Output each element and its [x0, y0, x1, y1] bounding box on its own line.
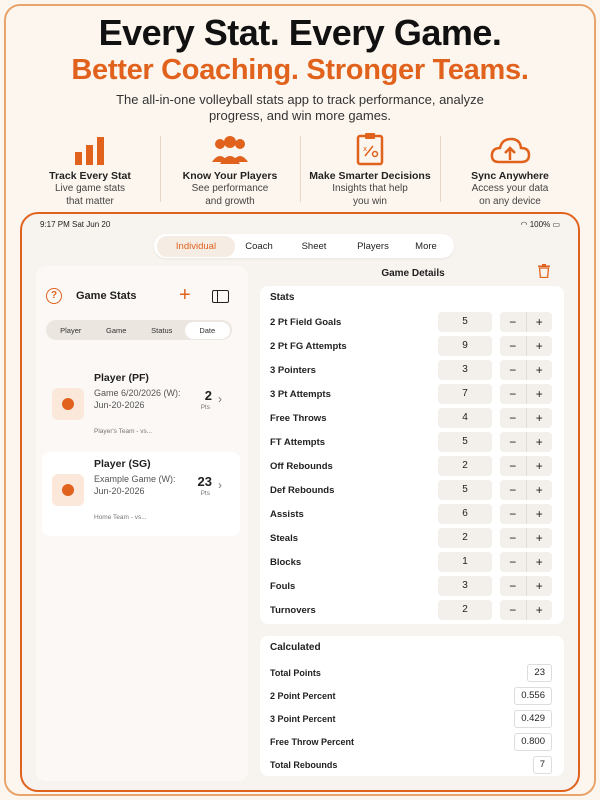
- stat-value-field[interactable]: 5: [438, 480, 492, 500]
- calculated-value: 0.429: [514, 710, 552, 728]
- tab-sheet[interactable]: Sheet: [301, 240, 327, 252]
- decrement-button[interactable]: −: [509, 387, 517, 401]
- tab-bar: [154, 234, 454, 258]
- tab-more[interactable]: More: [415, 240, 437, 252]
- decrement-button[interactable]: −: [509, 483, 517, 497]
- chevron-right-icon: ›: [218, 478, 222, 492]
- segment-status[interactable]: Status: [151, 325, 173, 335]
- calculated-label: 3 Point Percent: [270, 714, 336, 724]
- stat-stepper: [500, 504, 552, 524]
- volleyball-icon: [52, 388, 84, 420]
- cloud-sync-icon: [489, 136, 531, 166]
- increment-button[interactable]: +: [526, 552, 553, 572]
- stat-stepper: [500, 336, 552, 356]
- status-right: [521, 220, 560, 229]
- stat-value-field[interactable]: 2: [438, 600, 492, 620]
- stat-value-field[interactable]: 5: [438, 432, 492, 452]
- stat-stepper: [500, 600, 552, 620]
- calculated-row: [260, 733, 564, 755]
- increment-button[interactable]: +: [526, 600, 553, 620]
- stat-value-field[interactable]: 6: [438, 504, 492, 524]
- stat-row: [260, 552, 564, 576]
- decrement-button[interactable]: −: [509, 555, 517, 569]
- stat-row: [260, 360, 564, 384]
- calculated-panel: [260, 636, 564, 776]
- tagline: The all-in-one volleyball stats app to track performance, analyze progress, and win more games.: [116, 92, 484, 123]
- stat-label: 2 Pt Field Goals: [270, 317, 342, 328]
- stat-label: Free Throws: [270, 413, 327, 424]
- stat-row: [260, 576, 564, 600]
- game-player-name: Player (SG): [94, 458, 151, 470]
- stat-label: FT Attempts: [270, 437, 326, 448]
- stat-row: [260, 504, 564, 528]
- feature-desc: that matter: [66, 196, 114, 207]
- segment-game[interactable]: Game: [106, 325, 127, 335]
- increment-button[interactable]: +: [526, 504, 553, 524]
- feature-desc: you win: [353, 196, 387, 207]
- calculated-row: [260, 756, 564, 778]
- game-points-label: Pts: [200, 404, 210, 411]
- stat-stepper: [500, 528, 552, 548]
- game-points: 23: [197, 474, 212, 489]
- game-points: 2: [204, 388, 212, 403]
- stat-value-field[interactable]: 5: [438, 312, 492, 332]
- game-list-header: [46, 284, 236, 308]
- decrement-button[interactable]: −: [509, 603, 517, 617]
- stat-label: 3 Pointers: [270, 365, 316, 376]
- stat-value-field[interactable]: 3: [438, 360, 492, 380]
- decrement-button[interactable]: −: [509, 579, 517, 593]
- stat-label: Off Rebounds: [270, 461, 333, 472]
- game-team: Home Team - vs...: [94, 514, 147, 521]
- feature-track: [20, 130, 160, 208]
- feature-title: Know Your Players: [182, 170, 278, 182]
- stat-label: 3 Pt Attempts: [270, 389, 331, 400]
- decrement-button[interactable]: −: [509, 531, 517, 545]
- game-description: Game 6/20/2026 (W): Jun-20-2026: [94, 388, 181, 410]
- stat-value-field[interactable]: 1: [438, 552, 492, 572]
- calculated-value: 0.556: [514, 687, 552, 705]
- increment-button[interactable]: +: [526, 312, 553, 332]
- stat-stepper: [500, 312, 552, 332]
- stat-stepper: [500, 408, 552, 428]
- stat-label: Fouls: [270, 581, 296, 592]
- tablet-screen: [20, 212, 580, 792]
- help-icon[interactable]: ?: [46, 288, 62, 304]
- sidebar-toggle-icon[interactable]: [212, 290, 229, 303]
- increment-button[interactable]: +: [526, 576, 553, 596]
- headline: Every Stat. Every Game.: [98, 12, 502, 53]
- stats-section-title: Stats: [270, 292, 295, 303]
- feature-desc: Insights that help: [332, 183, 408, 194]
- game-list-item[interactable]: [42, 452, 240, 536]
- battery-icon: ▭: [552, 220, 560, 229]
- decrement-button[interactable]: −: [509, 363, 517, 377]
- increment-button[interactable]: +: [526, 480, 553, 500]
- stat-row: [260, 600, 564, 624]
- game-list-panel: [36, 266, 248, 781]
- game-list-title: Game Stats: [76, 290, 137, 302]
- feature-desc: on any device: [479, 196, 541, 207]
- stat-stepper: [500, 480, 552, 500]
- increment-button[interactable]: +: [526, 384, 553, 404]
- stat-stepper: [500, 576, 552, 596]
- calculated-value: 7: [533, 756, 552, 774]
- stat-stepper: [500, 432, 552, 452]
- stat-value-field[interactable]: 9: [438, 336, 492, 356]
- game-points-label: Pts: [200, 490, 210, 497]
- decrement-button[interactable]: −: [509, 339, 517, 353]
- svg-text:x: x: [363, 145, 368, 153]
- increment-button[interactable]: +: [526, 336, 553, 356]
- clipboard-play-icon: [354, 132, 386, 166]
- stat-row: [260, 528, 564, 552]
- calculated-row: [260, 687, 564, 709]
- volleyball-icon: [52, 474, 84, 506]
- game-description: Example Game (W): Jun-20-2026: [94, 474, 176, 496]
- increment-button[interactable]: +: [526, 408, 553, 428]
- calculated-section-title: Calculated: [270, 642, 321, 653]
- trash-icon[interactable]: [538, 264, 550, 278]
- feature-row: [20, 130, 580, 208]
- stat-label: 2 Pt FG Attempts: [270, 341, 347, 352]
- feature-title: Sync Anywhere: [471, 170, 549, 182]
- add-game-icon[interactable]: +: [179, 284, 191, 306]
- increment-button[interactable]: +: [526, 528, 553, 548]
- stat-value-field[interactable]: 2: [438, 456, 492, 476]
- stat-value-field[interactable]: 4: [438, 408, 492, 428]
- stat-value-field[interactable]: 7: [438, 384, 492, 404]
- calculated-row: [260, 664, 564, 686]
- stat-stepper: [500, 456, 552, 476]
- stat-row: [260, 384, 564, 408]
- status-time: 9:17 PM Sat Jun 20: [40, 220, 111, 229]
- feature-decisions: [300, 130, 440, 208]
- segment-date[interactable]: Date: [185, 322, 231, 339]
- increment-button[interactable]: +: [526, 432, 553, 452]
- calculated-label: Free Throw Percent: [270, 737, 355, 747]
- tab-individual[interactable]: Individual: [157, 236, 235, 257]
- game-player-name: Player (PF): [94, 372, 149, 384]
- subhead: Better Coaching. Stronger Teams.: [71, 54, 529, 86]
- decrement-button[interactable]: −: [509, 507, 517, 521]
- feature-desc: and growth: [205, 196, 255, 207]
- feature-title: Make Smarter Decisions: [309, 170, 431, 182]
- stat-row: [260, 336, 564, 360]
- stat-stepper: [500, 360, 552, 380]
- stat-row: [260, 456, 564, 480]
- game-details-title: Game Details: [381, 268, 445, 279]
- players-icon: [210, 134, 250, 166]
- chevron-right-icon: ›: [218, 392, 222, 406]
- stat-stepper: [500, 384, 552, 404]
- bar-chart-icon: [72, 134, 108, 166]
- stat-label: Steals: [270, 533, 298, 544]
- increment-button[interactable]: +: [526, 456, 553, 476]
- stat-label: Blocks: [270, 557, 302, 568]
- stat-row: [260, 312, 564, 336]
- stat-value-field[interactable]: 2: [438, 528, 492, 548]
- feature-players: [160, 130, 300, 208]
- segment-player[interactable]: Player: [60, 325, 82, 335]
- wifi-icon: ◠: [520, 220, 530, 229]
- feature-desc: Live game stats: [54, 183, 126, 194]
- feature-title: Track Every Stat: [49, 170, 131, 182]
- stat-label: Turnovers: [270, 605, 316, 616]
- stat-row: [260, 432, 564, 456]
- decrement-button[interactable]: −: [509, 459, 517, 473]
- stat-stepper: [500, 552, 552, 572]
- status-bar: [22, 214, 578, 234]
- calculated-value: 23: [527, 664, 552, 682]
- stat-value-field[interactable]: 3: [438, 576, 492, 596]
- calculated-label: Total Points: [270, 668, 321, 678]
- feature-desc: Access your data: [471, 183, 549, 194]
- tab-players[interactable]: Players: [357, 240, 389, 252]
- decrement-button[interactable]: −: [509, 435, 517, 449]
- feature-desc: See performance: [191, 183, 269, 194]
- increment-button[interactable]: +: [526, 360, 553, 380]
- game-team: Player's Team - vs...: [94, 428, 153, 435]
- calculated-label: Total Rebounds: [270, 760, 338, 770]
- stat-label: Assists: [270, 509, 304, 520]
- decrement-button[interactable]: −: [509, 315, 517, 329]
- stats-panel: [260, 286, 564, 624]
- stat-label: Def Rebounds: [270, 485, 335, 496]
- stat-row: [260, 408, 564, 432]
- calculated-value: 0.800: [514, 733, 552, 751]
- decrement-button[interactable]: −: [509, 411, 517, 425]
- calculated-label: 2 Point Percent: [270, 691, 336, 701]
- feature-sync: [440, 130, 580, 208]
- stat-row: [260, 480, 564, 504]
- sort-segmented-control: [46, 320, 232, 340]
- game-list-item[interactable]: [42, 366, 240, 450]
- calculated-row: [260, 710, 564, 732]
- tab-coach[interactable]: Coach: [245, 240, 273, 252]
- battery-percent: 100%: [529, 220, 551, 229]
